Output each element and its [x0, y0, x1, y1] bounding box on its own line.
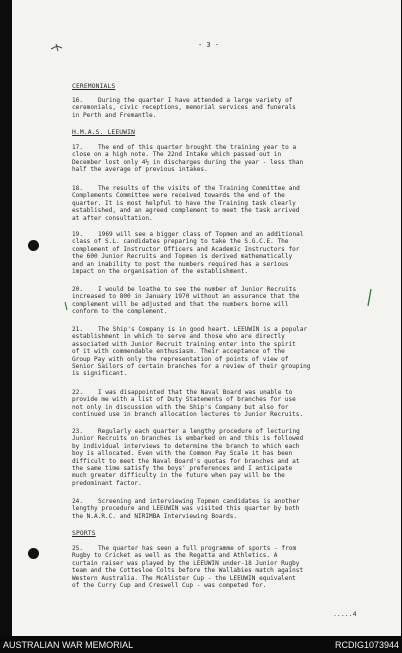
paragraph-line: much greater difficulty in the future when pay will be the	[72, 472, 285, 480]
section-heading-leeuwin: H.M.A.S. LEEUWIN	[72, 129, 136, 136]
paragraph-line: and an inability to post the numbers required has a serious	[72, 260, 289, 268]
paragraph-number: 20.	[72, 286, 84, 293]
paragraph-line: not only in discussion with the Ship's Company but also for	[72, 403, 289, 411]
paragraph-line: the 600 Junior Recruits and Topmen is derived mathematically	[72, 253, 293, 261]
paragraph-line: class of S.L. candidates preparing to take the S.G.C.E. The	[72, 238, 289, 246]
paragraph-line: half the average of previous intakes.	[72, 166, 208, 174]
paragraph-line: close on a high note. The 22nd Intake which passed out in	[72, 151, 282, 159]
paragraph-line: by individual interviews to determine the branch to which each	[72, 442, 300, 450]
page-number: - 3 -	[198, 41, 220, 49]
paragraph-line: the same time satisfy the boys' preferences and I anticipate	[72, 465, 293, 473]
paragraph-line: I was disappointed that the Naval Board was unable to	[98, 389, 293, 396]
paragraph-line: The end of this quarter brought the training year to a	[98, 144, 297, 151]
paragraph-line: boy is allocated. Even with the Common Pay Scale it has been	[72, 450, 293, 458]
paragraph-line: is significant.	[72, 370, 128, 378]
paragraph-16	[72, 97, 371, 119]
record-id: RCDIG1073944	[334, 640, 399, 650]
tick-mark-icon	[366, 286, 376, 308]
paragraph-line: associated with Junior Recruit training enter into the spirit	[72, 340, 296, 348]
paragraph-line: Junior Recruits on branches is embarked on and this is followed	[72, 435, 304, 443]
paragraph-line: The results of the visits of the Training Committee and	[98, 185, 300, 192]
paragraph-18	[72, 185, 371, 222]
punch-hole-top	[28, 240, 39, 251]
section-heading-sports: SPORTS	[72, 530, 96, 537]
paragraph-line: difficult to meet the Naval Board's quotas for branches and at	[72, 457, 300, 465]
paragraph-line: in Perth and Fremantle.	[72, 111, 157, 119]
paragraph-number: 19.	[72, 231, 84, 238]
paragraph-23	[72, 428, 371, 487]
paragraph-20	[72, 286, 371, 316]
paragraph-line: Screening and interviewing Topmen candidates is another	[98, 498, 300, 505]
paragraph-25	[72, 545, 371, 589]
continuation-marker: .....4	[333, 610, 357, 618]
paragraph-line: quarter. It is most helpful to have the Training task clearly	[72, 199, 296, 207]
paragraph-line: I would be loathe to see the number of Junior Recruits	[98, 286, 297, 293]
paragraph-line: 1969 will see a bigger class of Topmen and an additional	[98, 231, 304, 238]
paragraph-17	[72, 144, 371, 174]
paragraph-line: team and the Cottesloe Colts before the Wallabies match against	[72, 567, 304, 575]
paragraph-line: Rugby to Cricket as well as the Regatta and Athletics. A	[72, 552, 278, 560]
paragraph-line: December lost only 4½ in discharges during the year - less than	[72, 158, 304, 166]
paragraph-line: Western Australia. The McAlister Cup - the LEEUWIN equivalent	[72, 574, 296, 582]
paragraph-19	[72, 231, 371, 275]
paragraph-line: established, and an agreed complement to meet the task arrived	[72, 207, 300, 215]
paragraph-line: Senior Sailors of certain branches for a review of their grouping	[72, 363, 311, 371]
paragraph-line: of it with commendable enthusiasm. Their acceptance of the	[72, 348, 285, 356]
paragraph-number: 16.	[72, 97, 84, 104]
paragraph-line: Complements Committee were received towards the end of the	[72, 192, 285, 200]
paragraph-line: curtain raiser was played by the LEEUWIN under-18 Junior Rugby	[72, 559, 300, 567]
paragraph-number: 17.	[72, 144, 84, 151]
paragraph-line: Regularly each quarter a lengthy procedure of lecturing	[98, 428, 300, 435]
paragraph-line: complement will be adjusted and that the numbers borne will	[72, 300, 289, 308]
document-page	[12, 0, 401, 636]
paragraph-line: During the quarter I have attended a large variety of	[98, 97, 293, 104]
paragraph-21	[72, 326, 371, 378]
paragraph-22	[72, 389, 371, 419]
paragraph-line: ceremonials, civic receptions, memorial services and funerals	[72, 104, 296, 112]
paragraph-line: increased to 800 in January 1970 without an assurance that the	[72, 293, 300, 301]
paragraph-number: 23.	[72, 428, 84, 435]
paragraph-line: continued use in branch allocation lectures to Junior Recruits.	[72, 411, 304, 419]
paragraph-number: 24.	[72, 498, 84, 505]
paragraph-line: of the Curry Cup and Creswell Cup - was competed for.	[72, 582, 267, 590]
paragraph-line: predominant factor.	[72, 479, 142, 487]
paragraph-line: impact on the organisation of the establishment.	[72, 268, 249, 276]
paragraph-line: establishment in which to serve and those who are directly	[72, 333, 285, 341]
pencil-mark-icon	[50, 43, 64, 53]
section-heading-ceremonials: CEREMONIALS	[72, 83, 116, 90]
archive-name: AUSTRALIAN WAR MEMORIAL	[3, 640, 134, 650]
paragraph-number: 22.	[72, 389, 84, 396]
paragraph-line: provide me with a list of Duty Statements of branches for use	[72, 396, 296, 404]
paragraph-line: lengthy procedure and LEEUWIN was visited this quarter by both	[72, 505, 300, 513]
paragraph-24	[72, 498, 371, 520]
paragraph-line: the N.A.R.C. and NIRIMBA Interviewing Boards.	[72, 512, 238, 520]
paragraph-line: The Ship's Company is in good heart. LEEUWIN is a popular	[98, 326, 308, 333]
tick-mark-icon	[62, 301, 70, 311]
paragraph-line: at after consultation.	[72, 214, 153, 222]
punch-hole-bottom	[28, 548, 39, 559]
paragraph-number: 18.	[72, 185, 84, 192]
paragraph-line: Group Pay with only the representation of points of view of	[72, 355, 289, 363]
paragraph-line: The quarter has seen a full programme of sports - from	[98, 545, 297, 552]
paragraph-line: conform to the complement.	[72, 308, 168, 316]
paragraph-number: 25.	[72, 545, 84, 552]
paragraph-line: complement of Instructor Officers and Academic Instructors for	[72, 245, 300, 253]
paragraph-number: 21.	[72, 326, 84, 333]
